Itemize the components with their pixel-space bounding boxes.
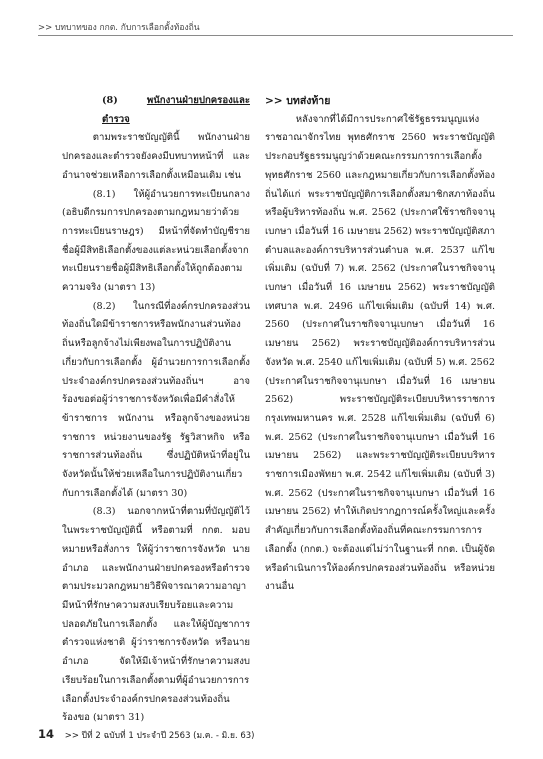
paragraph-8-3: (8.3) นอกจากหน้าที่ตามที่บัญญัติไว้ในพระราชบัญญัตินี้ หรือตามที่ กกต. มอบหมายหรือสั่งการ ให้ผู้ว่าราชการจังหวัด นายอำเภอ และพนักงานฝ่ายปกครองหรือตำรวจตามประมวลกฎหมายวิธีพิจารณาความอาญา มีหน้าที่รักษาความสงบเรียบร้อยและความปลอดภัยในการเลือกตั้ง และให้ผู้บัญชาการตำรวจแห่งชาติ ผู้ว่าราชการจังหวัด หรือนายอำเภอ จัดให้มีเจ้าหน้าที่รักษาความสงบเรียบร้อยในการเลือกตั้งตามที่ผู้อำนวยการการเลือกตั้งประจำองค์กรปกครองส่วนท้องถิ่นร้องขอ (มาตรา 31) — [62, 506, 250, 724]
page-footer — [38, 727, 254, 742]
paragraph-8-1: (8.1) ให้ผู้อำนวยการทะเบียนกลาง (อธิบดีกรมการปกครองตามกฎหมายว่าด้วยการทะเบียนราษฎร) มีหน้าที่จัดทำบัญชีรายชื่อผู้มีสิทธิเลือกตั้งของแต่ละหน่วยเลือกตั้งจากทะเบียนรายชื่อผู้มีสิทธิเลือกตั้งให้ถูกต้องตามความจริง (มาตรา 13) — [62, 188, 250, 294]
section-heading — [62, 92, 250, 129]
section-title: พนักงานฝ่ายปกครองและตำรวจ — [102, 95, 250, 125]
right-column — [265, 92, 495, 597]
paragraph-8-2: (8.2) ในกรณีที่องค์กรปกครองส่วนท้องถิ่นใดมีข้าราชการหรือพนักงานส่วนท้องถิ่นหรือลูกจ้างไม่เพียงพอในการปฏิบัติงานเกี่ยวกับการเลือกตั้ง ผู้อำนวยการการเลือกตั้งประจำองค์กรปกครองส่วนท้องถิ่นฯ อาจร้องขอต่อผู้ว่าราชการจังหวัดเพื่อมีคำสั่งให้ ข้าราชการ พนักงาน หรือลูกจ้างของหน่วยราชการ หน่วยงานของรัฐ รัฐวิสาหกิจ หรือราชการส่วนท้องถิ่น ซึ่งปฏิบัติหน้าที่อยู่ในจังหวัดนั้นให้ช่วยเหลือในการปฏิบัติงานเกี่ยวกับการเลือกตั้งได้ (มาตรา 30) — [62, 300, 250, 499]
issue-info: >> ปีที่ 2 ฉบับที่ 1 ประจำปี 2563 (ม.ค. - มิ.ย. 63) — [64, 731, 255, 741]
left-column — [62, 92, 250, 728]
section-number: (8) — [102, 95, 118, 106]
header-divider — [38, 35, 513, 36]
conclusion-heading: >> บทส่งท้าย — [265, 95, 331, 107]
running-header: >> บทบาทของ กกต. กับการเลือกตั้งท้องถิ่น — [38, 23, 200, 33]
page-number: 14 — [38, 727, 55, 741]
paragraph-intro: ตามพระราชบัญญัตินี้ พนักงานฝ่ายปกครองและตำรวจยังคงมีบทบาทหน้าที่ และอำนาจช่วยเหลือการเลือกตั้งเหมือนเดิม เช่น — [62, 132, 250, 181]
conclusion-paragraph: หลังจากที่ได้มีการประกาศใช้รัฐธรรมนูญแห่งราชอาณาจักรไทย พุทธศักราช 2560 พระราชบัญญัติประกอบรัฐธรรมนูญว่าด้วยคณะกรรมการการเลือกตั้ง พุทธศักราช 2560 และกฎหมายเกี่ยวกับการเลือกตั้งท้องถิ่นได้แก่ พระราชบัญญัติการเลือกตั้งสมาชิกสภาท้องถิ่นหรือผู้บริหารท้องถิ่น พ.ศ. 2562 (ประกาศใช้ราชกิจจานุเบกษา เมื่อวันที่ 16 เมษายน 2562) พระราชบัญญัติสภาตำบลและองค์การบริหารส่วนตำบล พ.ศ. 2537 แก้ไขเพิ่มเติม (ฉบับที่ 7) พ.ศ. 2562 (ประกาศในราชกิจจานุเบกษา เมื่อวันที่ 16 เมษายน 2562) พระราชบัญญัติเทศบาล พ.ศ. 2496 แก้ไขเพิ่มเติม (ฉบับที่ 14) พ.ศ. 2560 (ประกาศในราชกิจจานุเบกษา เมื่อวันที่ 16 เมษายน 2562) พระราชบัญญัติองค์การบริหารส่วนจังหวัด พ.ศ. 2540 แก้ไขเพิ่มเติม (ฉบับที่ 5) พ.ศ. 2562 (ประกาศในราชกิจจานุเบกษา เมื่อวันที่ 16 เมษายน 2562) พระราชบัญญัติระเบียบบริหารราชการกรุงเทพมหานคร พ.ศ. 2528 แก้ไขเพิ่มเติม (ฉบับที่ 6) พ.ศ. 2562 (ประกาศในราชกิจจานุเบกษา เมื่อวันที่ 16 เมษายน 2562) และพระราชบัญญัติระเบียบบริหารราชการเมืองพัทยา พ.ศ. 2542 แก้ไขเพิ่มเติม (ฉบับที่ 3) พ.ศ. 2562 (ประกาศในราชกิจจานุเบกษา เมื่อวันที่ 16 เมษายน 2562) ทำให้เกิดปรากฏการณ์ครั้งใหญ่และครั้งสำคัญเกี่ยวกับการเลือกตั้งท้องถิ่นที่คณะกรรมการการเลือกตั้ง (กกต.) จะต้องแต่ไม่ว่าในฐานะที่ กกต. เป็นผู้จัดหรือดำเนินการให้องค์กรปกครองส่วนท้องถิ่น หรือหน่วยงานอื่น — [265, 113, 495, 593]
